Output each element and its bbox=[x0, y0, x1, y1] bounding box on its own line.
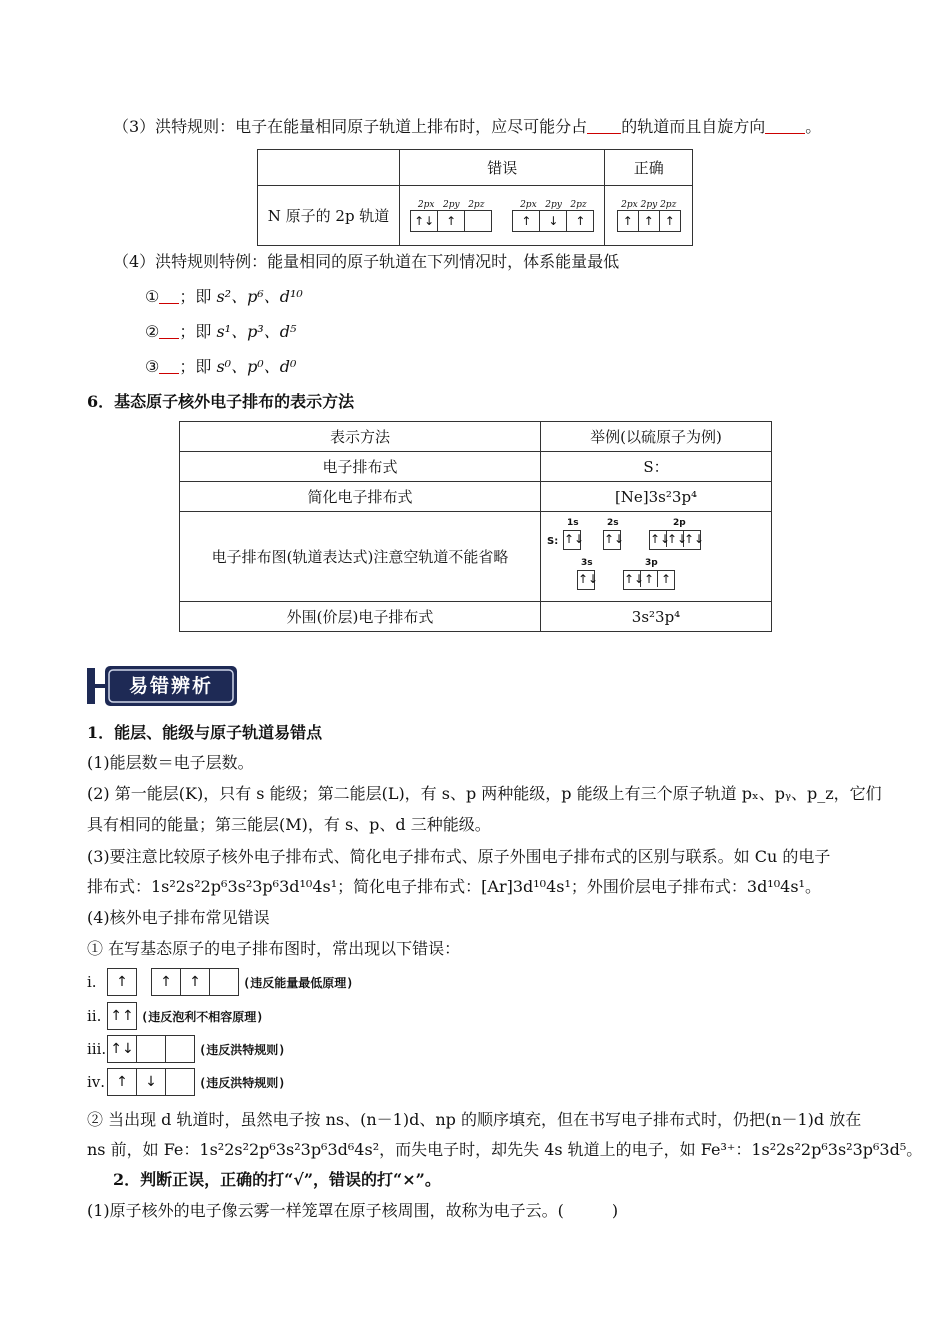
row-label: N 原子的 2p 轨道 bbox=[258, 186, 400, 246]
errors-title-1: 1．能层、能级与原子轨道易错点 bbox=[87, 723, 323, 742]
orbital-wrong-1: 2px 2py 2pz ↑↓ ↑ bbox=[410, 200, 492, 232]
blank[interactable] bbox=[587, 117, 621, 134]
special-item-3: ③ ；即 s⁰、p⁰、d⁰ bbox=[145, 357, 297, 376]
special-item-2: ② ；即 s¹、p³、d⁵ bbox=[145, 322, 297, 341]
hund-rule-line: （3）洪特规则：电子在能量相同原子轨道上排布时，应尽可能分占 的轨道而且自旋方向 。 bbox=[113, 117, 822, 136]
section6-title: 6．基态原子核外电子排布的表示方法 bbox=[87, 392, 355, 411]
orbital-wrong-2: 2px 2py 2pz ↑ ↓ ↑ bbox=[512, 200, 594, 232]
col-wrong: 错误 bbox=[400, 150, 605, 186]
question-1: (1)原子核外的电子像云雾一样笼罩在原子核周围，故称为电子云。( ) bbox=[87, 1201, 619, 1220]
special-title: （4）洪特规则特例：能量相同的原子轨道在下列情况时，体系能量最低 bbox=[113, 252, 620, 271]
error-example-2: ⅱ. ↑↑ (违反泡利不相容原理) bbox=[87, 1002, 263, 1030]
orbital-right: 2px 2py 2pz ↑ ↑ ↑ bbox=[605, 200, 692, 232]
special-item-1: ① ；即 s²、p⁶、d¹⁰ bbox=[145, 287, 303, 306]
blank[interactable] bbox=[765, 117, 805, 134]
error-example-4: ⅳ. ↑ ↓ (违反洪特规则) bbox=[87, 1068, 285, 1096]
error-example-1: ⅰ. ↑ ↑ ↑ (违反能量最低原理) bbox=[87, 968, 353, 996]
errors-title-2: 2．判断正误，正确的打“√”，错误的打“×”。 bbox=[113, 1170, 441, 1189]
col-right: 正确 bbox=[605, 150, 693, 186]
sulfur-orbital-diagram: S: 1s ↑↓ 2s ↑↓ 2p ↑↓↑↓↑↓ 3s ↑↓ 3p ↑↓↑ ↑ bbox=[541, 512, 772, 602]
hund-table bbox=[257, 149, 693, 246]
error-example-3: ⅲ. ↑↓ (违反洪特规则) bbox=[87, 1035, 285, 1063]
banner-title: 易错辨析 bbox=[128, 675, 213, 697]
config-table: 表示方法 举例(以硫原子为例) 电子排布式 S： 简化电子排布式 [Ne]3s²3p⁴ 电子排布图(轨道表达式)注意空轨道不能省略 S: 1s ↑↓ 2s ↑↓ 2p ↑↓↑↓↑↓ 3s ↑↓ 3p ↑↓↑ ↑ 外围(价层)电子排布式 3s²3p⁴ bbox=[179, 421, 772, 632]
